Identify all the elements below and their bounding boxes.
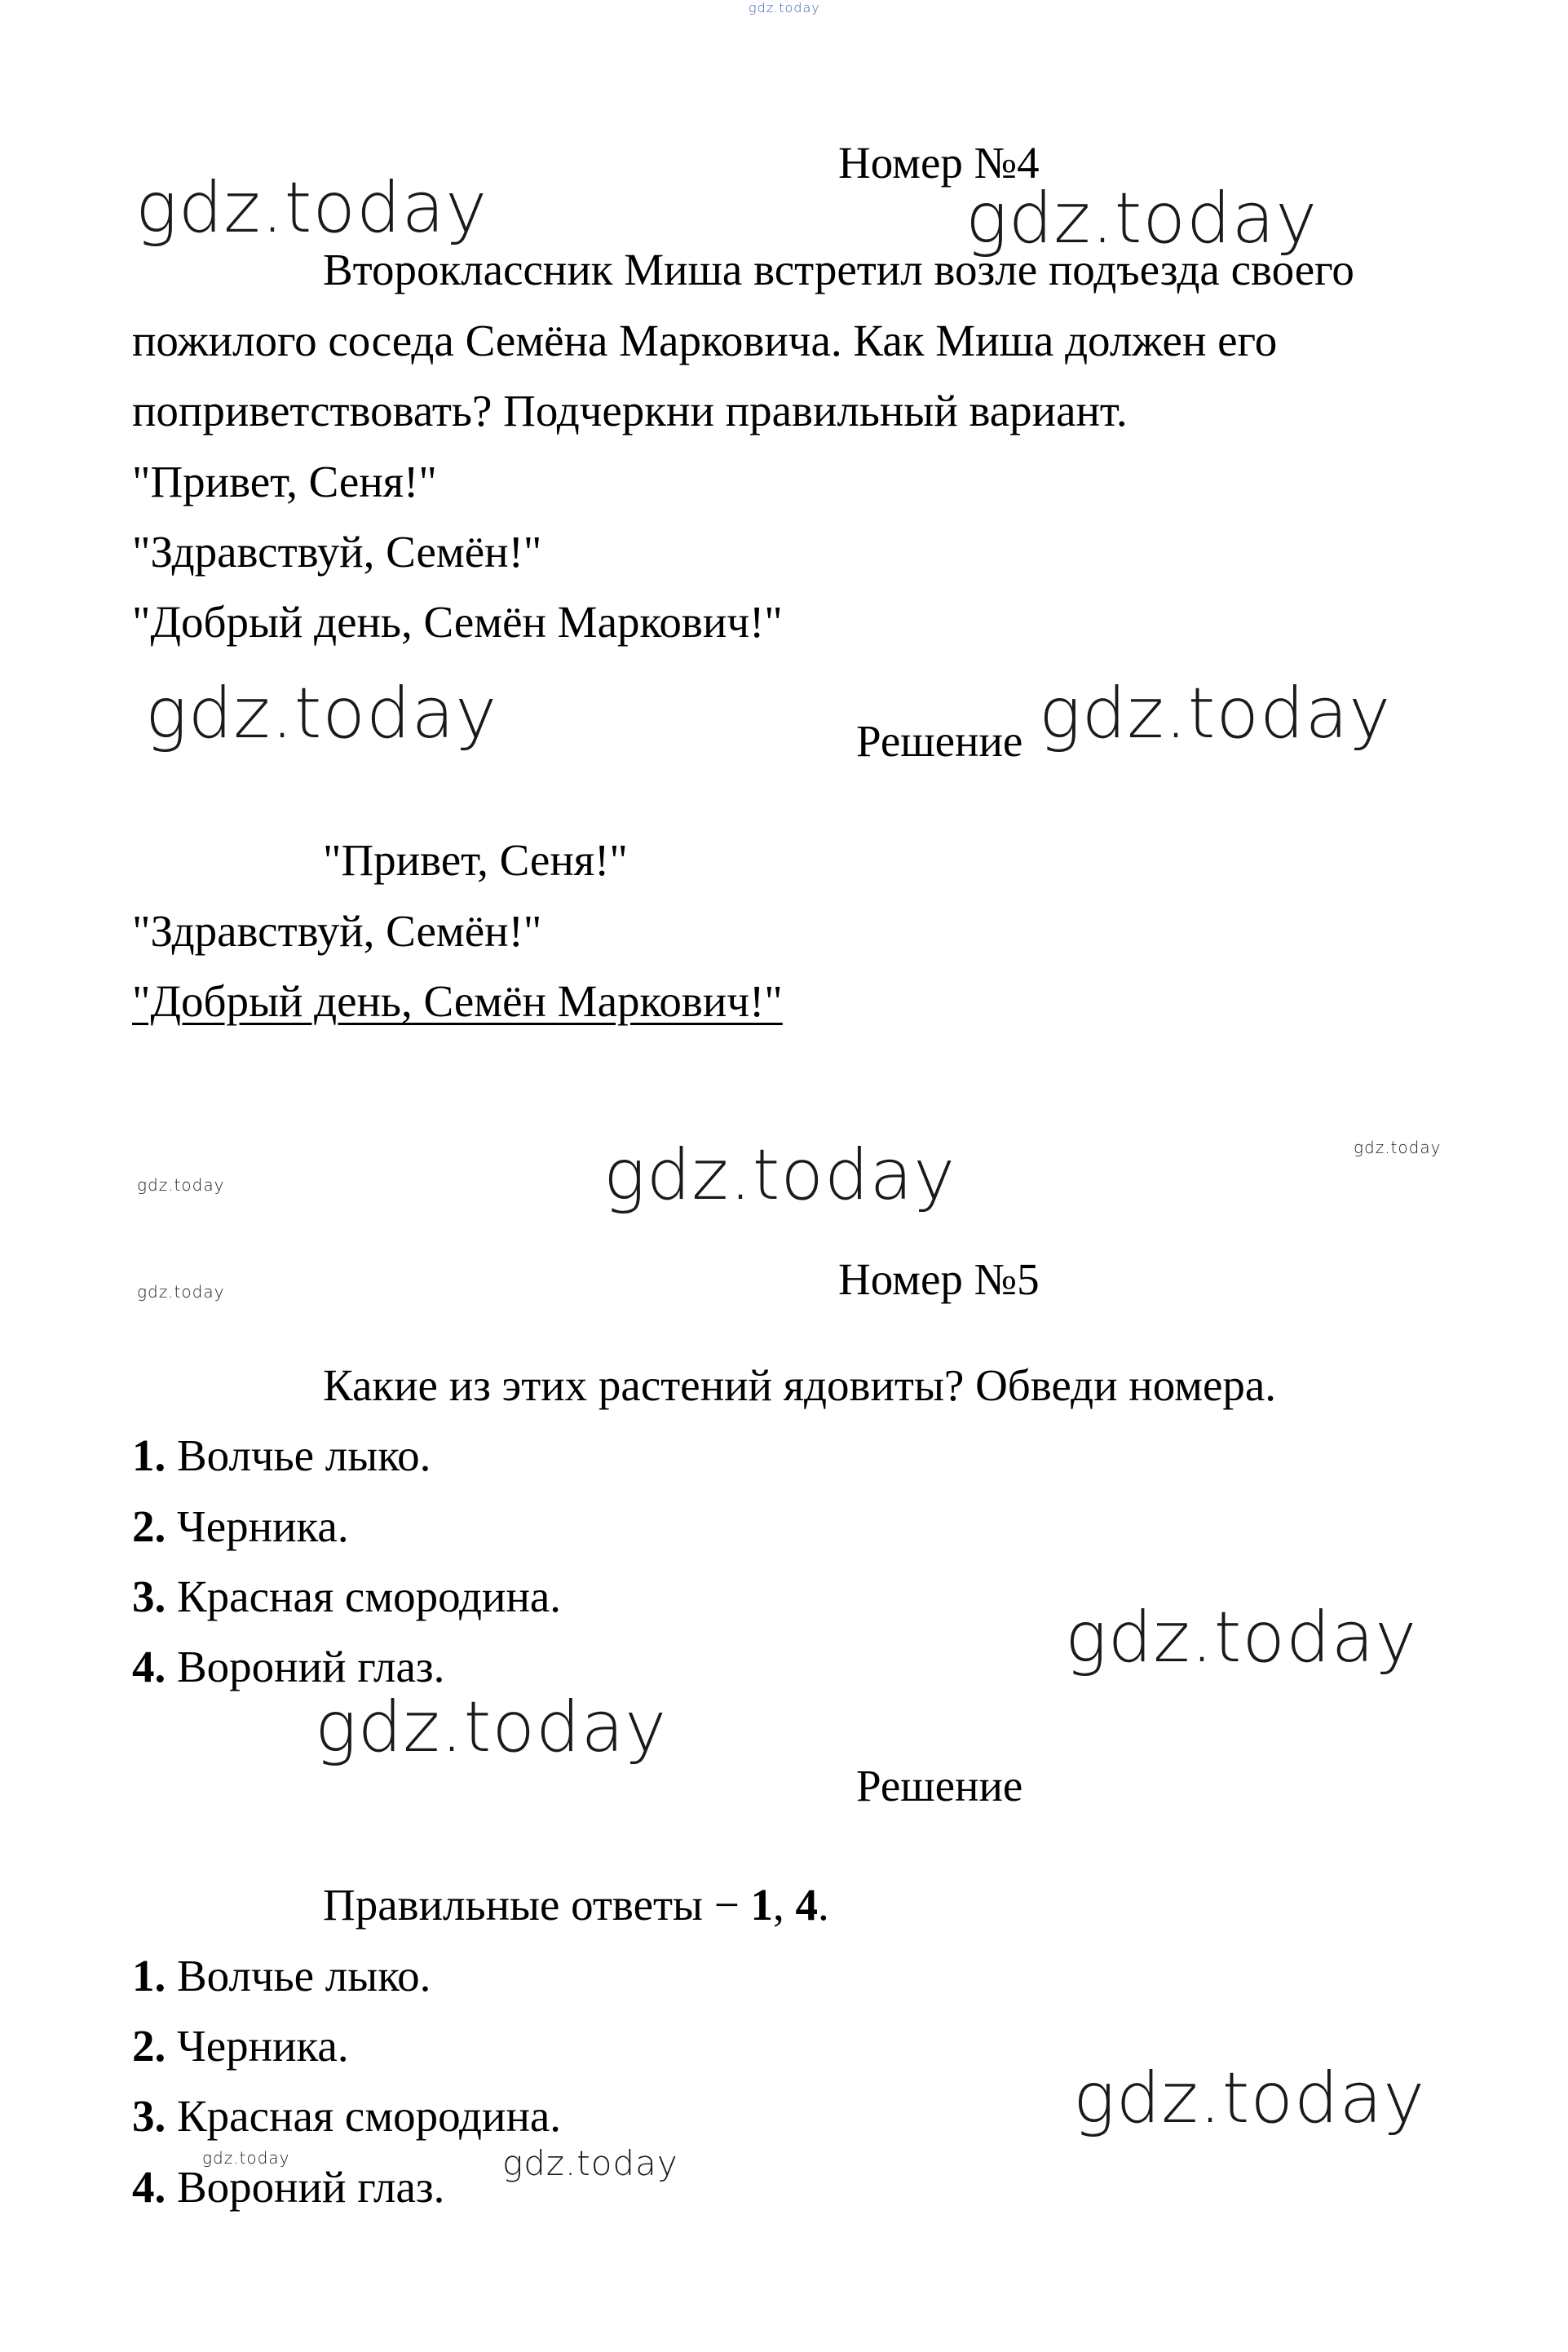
task4-question-line: Второклассник Миша встретил возле подъезда своего (323, 245, 1354, 294)
task5-heading: Номер №5 (838, 1254, 1040, 1304)
task4-option: "Здравствуй, Семён!" (132, 527, 542, 577)
watermark: gdz.today (1354, 1138, 1442, 1157)
task5-answer-item-text: Красная смородина. (166, 2091, 562, 2141)
task5-question: Какие из этих растений ядовиты? Обведи номера. (323, 1360, 1277, 1410)
task5-solution-label: Решение (856, 1761, 1023, 1810)
watermark: gdz.today (502, 2143, 678, 2183)
task5-answer-separator: , (773, 1880, 796, 1930)
task4-option: "Привет, Сеня!" (132, 457, 437, 506)
task5-answer-item (132, 2159, 444, 2216)
watermark-top: gdz.today (749, 0, 820, 15)
task5-answer-end: . (818, 1880, 829, 1930)
task5-answer-item-number: 4. (132, 2162, 166, 2212)
task4-answer: "Здравствуй, Семён!" (132, 906, 542, 956)
task5-item-number: 2. (132, 1501, 166, 1551)
watermark: gdz.today (965, 178, 1318, 259)
watermark: gdz.today (202, 2148, 290, 2168)
task5-item (132, 1427, 431, 1484)
task4-answer: "Привет, Сеня!" (323, 835, 628, 885)
task5-item (132, 1568, 561, 1625)
watermark: gdz.today (603, 1134, 956, 1216)
task5-answer-item (132, 2088, 561, 2145)
watermark: gdz.today (315, 1687, 668, 1768)
task5-item-number: 3. (132, 1572, 166, 1621)
task4-answer-correct: "Добрый день, Семён Маркович!" (132, 976, 783, 1026)
watermark: gdz.today (1039, 673, 1392, 754)
watermark: gdz.today (137, 1282, 225, 1302)
task5-answer-item-text: Волчье лыко. (166, 1951, 431, 2001)
watermark: gdz.today (137, 1175, 225, 1195)
task5-answer-item (132, 1947, 431, 2005)
watermark: gdz.today (135, 167, 488, 249)
task4-option: "Добрый день, Семён Маркович!" (132, 597, 783, 647)
task5-answer-prefix: Правильные ответы − (323, 1880, 751, 1930)
task5-answer-first: 1 (750, 1880, 773, 1930)
task5-item-number: 1. (132, 1430, 166, 1480)
task5-answer-item-number: 1. (132, 1951, 166, 2001)
task5-item-number: 4. (132, 1642, 166, 1691)
task5-answer-item (132, 2018, 349, 2075)
task5-answer-line (323, 1877, 829, 1934)
task5-item (132, 1638, 444, 1695)
task4-question-line: пожилого соседа Семёна Марковича. Как Миша должен его (132, 316, 1278, 365)
task4-heading: Номер №4 (838, 138, 1040, 188)
watermark: gdz.today (1065, 1597, 1418, 1678)
watermark: gdz.today (1073, 2058, 1426, 2139)
task5-answer-second: 4 (795, 1880, 818, 1930)
task5-item-text: Красная смородина. (166, 1572, 562, 1621)
task5-item-text: Волчье лыко. (166, 1430, 431, 1480)
task4-solution-label: Решение (856, 716, 1023, 766)
task5-item-text: Вороний глаз. (166, 1642, 445, 1691)
task5-item-text: Черника. (166, 1501, 349, 1551)
task5-answer-item-number: 2. (132, 2021, 166, 2071)
task5-answer-item-text: Вороний глаз. (166, 2162, 445, 2212)
task4-question-line: поприветствовать? Подчеркни правильный вариант. (132, 386, 1128, 435)
task5-item (132, 1498, 349, 1555)
task5-answer-item-text: Черника. (166, 2021, 349, 2071)
watermark: gdz.today (145, 673, 498, 754)
task5-answer-item-number: 3. (132, 2091, 166, 2141)
